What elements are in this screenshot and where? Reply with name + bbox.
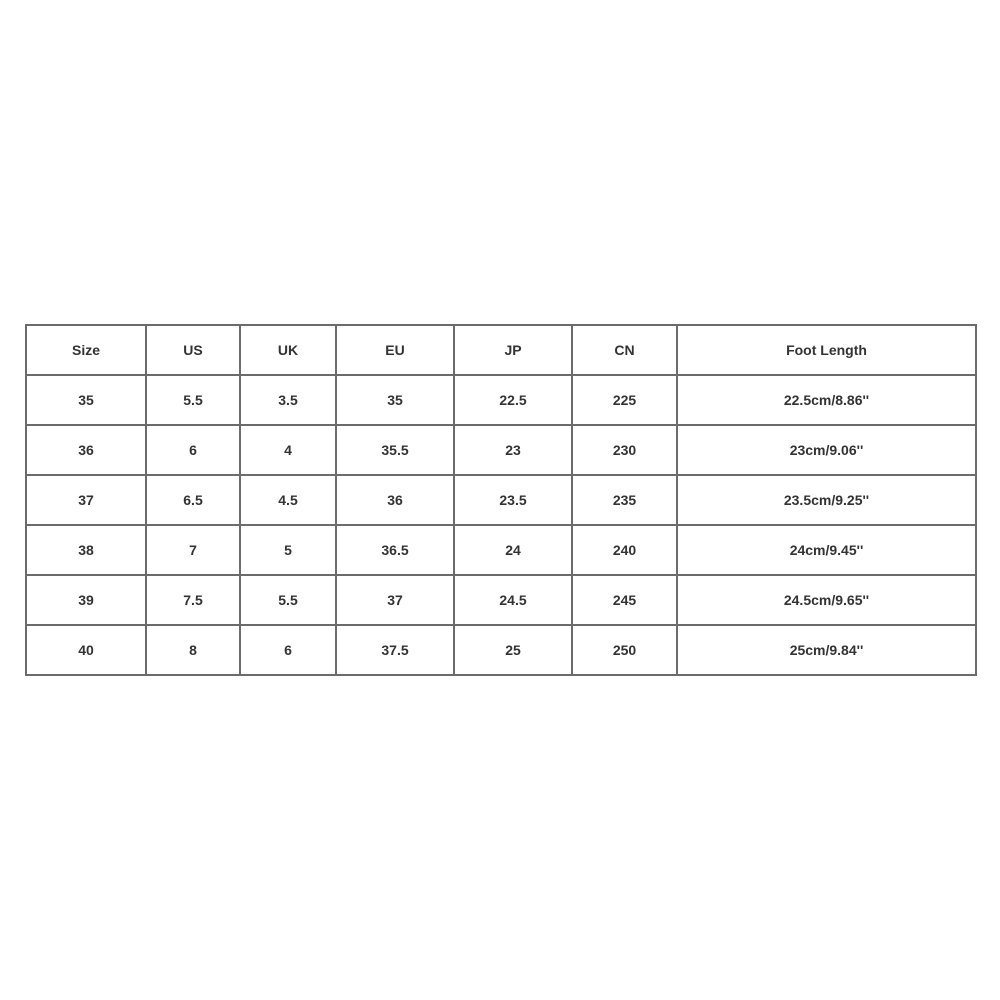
cell-cn: 240 xyxy=(572,525,677,575)
table-row xyxy=(26,425,976,475)
cell-us: 7 xyxy=(146,525,240,575)
cell-eu: 37 xyxy=(336,575,454,625)
header-row xyxy=(26,325,976,375)
cell-us: 8 xyxy=(146,625,240,675)
cell-foot-length: 23cm/9.06'' xyxy=(677,425,976,475)
cell-uk: 5 xyxy=(240,525,336,575)
header-eu: EU xyxy=(336,325,454,375)
cell-size: 39 xyxy=(26,575,146,625)
cell-us: 6 xyxy=(146,425,240,475)
header-foot-length: Foot Length xyxy=(677,325,976,375)
cell-eu: 36 xyxy=(336,475,454,525)
cell-cn: 230 xyxy=(572,425,677,475)
cell-cn: 250 xyxy=(572,625,677,675)
cell-us: 6.5 xyxy=(146,475,240,525)
cell-us: 7.5 xyxy=(146,575,240,625)
cell-foot-length: 25cm/9.84'' xyxy=(677,625,976,675)
header-jp: JP xyxy=(454,325,572,375)
table-row xyxy=(26,525,976,575)
table-row xyxy=(26,375,976,425)
cell-eu: 37.5 xyxy=(336,625,454,675)
cell-cn: 225 xyxy=(572,375,677,425)
cell-size: 35 xyxy=(26,375,146,425)
cell-jp: 22.5 xyxy=(454,375,572,425)
cell-size: 38 xyxy=(26,525,146,575)
header-uk: UK xyxy=(240,325,336,375)
cell-foot-length: 24.5cm/9.65'' xyxy=(677,575,976,625)
cell-size: 37 xyxy=(26,475,146,525)
cell-cn: 235 xyxy=(572,475,677,525)
cell-size: 36 xyxy=(26,425,146,475)
cell-uk: 4.5 xyxy=(240,475,336,525)
cell-foot-length: 23.5cm/9.25'' xyxy=(677,475,976,525)
table-row xyxy=(26,475,976,525)
cell-eu: 35 xyxy=(336,375,454,425)
table-row xyxy=(26,575,976,625)
cell-eu: 36.5 xyxy=(336,525,454,575)
size-chart-table xyxy=(25,324,977,676)
cell-jp: 23.5 xyxy=(454,475,572,525)
cell-us: 5.5 xyxy=(146,375,240,425)
cell-foot-length: 24cm/9.45'' xyxy=(677,525,976,575)
cell-foot-length: 22.5cm/8.86'' xyxy=(677,375,976,425)
table-row xyxy=(26,625,976,675)
cell-size: 40 xyxy=(26,625,146,675)
cell-jp: 23 xyxy=(454,425,572,475)
cell-jp: 25 xyxy=(454,625,572,675)
cell-jp: 24.5 xyxy=(454,575,572,625)
cell-uk: 4 xyxy=(240,425,336,475)
cell-uk: 6 xyxy=(240,625,336,675)
header-cn: CN xyxy=(572,325,677,375)
header-us: US xyxy=(146,325,240,375)
cell-uk: 3.5 xyxy=(240,375,336,425)
header-size: Size xyxy=(26,325,146,375)
cell-cn: 245 xyxy=(572,575,677,625)
cell-eu: 35.5 xyxy=(336,425,454,475)
cell-jp: 24 xyxy=(454,525,572,575)
cell-uk: 5.5 xyxy=(240,575,336,625)
